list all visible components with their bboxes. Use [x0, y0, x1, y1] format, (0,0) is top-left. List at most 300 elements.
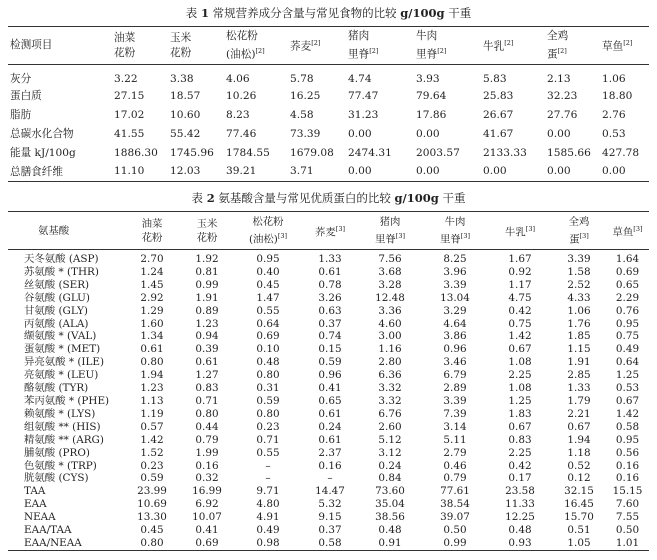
data-cell: 0.93 — [508, 536, 532, 549]
reference-mark: [2] — [369, 46, 379, 55]
data-cell: 1.08 — [508, 356, 532, 369]
data-cell: 1.91 — [567, 356, 591, 369]
data-cell: 9.15 — [318, 511, 342, 524]
data-cell: 0.53 — [615, 382, 640, 395]
data-cell: 2474.31 — [348, 146, 392, 159]
data-cell: 1.24 — [140, 265, 164, 278]
header-label-line2: 里脊 — [440, 233, 461, 246]
reference-mark: [3] — [633, 224, 643, 233]
data-cell: 3.28 — [378, 278, 402, 291]
data-cell: 1.23 — [140, 382, 164, 395]
data-cell: 0.61 — [318, 265, 342, 278]
data-cell: 2.80 — [378, 356, 402, 369]
table2-row — [8, 524, 649, 537]
table1-row — [8, 105, 649, 124]
table1-header-cell — [547, 27, 602, 65]
row-label: TAA — [24, 485, 46, 498]
data-cell: 41.55 — [114, 127, 145, 140]
data-cell: 12.25 — [505, 511, 535, 524]
data-cell: 5.83 — [483, 72, 507, 85]
table2-row — [8, 434, 649, 447]
table2-row — [8, 408, 649, 421]
data-cell: – — [327, 472, 333, 485]
table2-row — [8, 498, 649, 511]
data-cell: 3.96 — [443, 265, 467, 278]
data-cell: 0.50 — [615, 524, 640, 537]
table1-header-cell — [114, 27, 170, 65]
row-label: 甘氨酸 (GLY) — [24, 304, 88, 317]
data-cell: 0.46 — [443, 459, 467, 472]
data-cell: 0.00 — [416, 165, 440, 178]
reference-mark: [3] — [525, 224, 535, 233]
table1-row — [8, 86, 649, 105]
data-cell: 0.32 — [195, 472, 219, 485]
header-label-line2: 花粉 — [170, 46, 192, 59]
header-label: 牛乳 — [483, 40, 505, 53]
table2-row — [8, 447, 649, 460]
data-cell: 0.00 — [547, 127, 571, 140]
data-cell: 0.10 — [256, 343, 280, 356]
data-cell: 1.83 — [508, 407, 532, 420]
data-cell: 18.57 — [170, 89, 201, 102]
data-cell: 0.67 — [508, 420, 532, 433]
data-cell: 1.17 — [508, 278, 532, 291]
row-label: EAA/NEAA — [24, 536, 82, 549]
data-cell: 1.08 — [508, 382, 532, 395]
data-cell: – — [265, 459, 271, 472]
data-cell: 2.92 — [140, 291, 164, 304]
data-cell: 5.12 — [378, 433, 402, 446]
row-label: 脂肪 — [10, 109, 32, 121]
data-cell: 1.76 — [567, 317, 591, 330]
table2-row — [8, 266, 649, 279]
data-cell: 4.91 — [256, 511, 280, 524]
table2-row — [8, 343, 649, 356]
data-cell: 10.26 — [226, 89, 257, 102]
data-cell: 32.15 — [564, 485, 594, 498]
data-cell: 0.94 — [195, 330, 219, 343]
data-cell: 1.29 — [140, 304, 164, 317]
data-cell: 1.42 — [508, 330, 532, 343]
header-label: 玉米 — [196, 217, 218, 230]
table2-row — [8, 460, 649, 473]
data-cell: 0.61 — [140, 343, 164, 356]
data-cell: 31.23 — [348, 108, 379, 121]
data-cell: 3.86 — [443, 330, 467, 343]
data-cell: 1.91 — [195, 291, 219, 304]
table1-header-cell — [416, 27, 483, 65]
row-label: 组氨酸 ** (HIS) — [24, 420, 101, 433]
data-cell: 26.67 — [483, 108, 514, 121]
data-cell: 0.00 — [547, 165, 571, 178]
header-label: 油菜 — [141, 217, 163, 230]
data-cell: 0.42 — [508, 304, 532, 317]
data-cell: 1.64 — [615, 253, 640, 265]
data-cell: 0.99 — [443, 536, 467, 549]
data-cell: 1.05 — [567, 536, 591, 549]
data-cell: 0.16 — [318, 459, 342, 472]
data-cell: 0.71 — [195, 394, 219, 407]
row-label: 灰分 — [10, 73, 32, 85]
row-label: 异亮氨酸 * (ILE) — [24, 356, 105, 369]
data-cell: 3.39 — [443, 394, 467, 407]
data-cell: 77.46 — [226, 127, 257, 140]
data-cell: 3.22 — [114, 72, 138, 85]
data-cell: 1784.55 — [226, 146, 270, 159]
row-label: EAA/TAA — [24, 524, 72, 537]
row-label: 酪氨酸 (TYR) — [24, 382, 89, 395]
header-label: 猪肉 — [379, 215, 401, 228]
data-cell: 15.15 — [612, 485, 643, 498]
table1-header-row — [8, 27, 649, 65]
reference-mark: [3] — [277, 231, 288, 240]
reference-mark: [3] — [335, 224, 345, 233]
reference-mark: [2] — [311, 39, 321, 48]
table1-header-cell — [226, 27, 290, 65]
data-cell: 2133.33 — [483, 146, 527, 159]
row-label: 丝氨酸 (SER) — [24, 278, 90, 291]
data-cell: 1.85 — [567, 330, 591, 343]
data-cell: 23.99 — [137, 485, 167, 498]
data-cell: 3.38 — [170, 72, 194, 85]
data-cell: 0.80 — [256, 407, 280, 420]
data-cell: 7.55 — [615, 511, 640, 524]
data-cell: 1585.66 — [547, 146, 591, 159]
data-cell: 16.99 — [192, 485, 222, 498]
data-cell: 0.52 — [567, 459, 591, 472]
data-cell: 0.63 — [318, 304, 342, 317]
data-cell: 4.80 — [256, 498, 280, 511]
data-cell: 2.25 — [508, 369, 532, 382]
data-cell: 1.18 — [567, 446, 591, 459]
data-cell: 4.64 — [443, 317, 467, 330]
data-cell: 0.83 — [195, 382, 219, 395]
data-cell: 1.60 — [140, 317, 164, 330]
data-cell: 1886.30 — [114, 146, 158, 159]
data-cell: 0.17 — [508, 472, 532, 485]
data-cell: 1.13 — [140, 394, 164, 407]
row-label: 赖氨酸 * (LYS) — [24, 407, 96, 420]
data-cell: 0.65 — [615, 278, 640, 291]
data-cell: 1.19 — [140, 407, 164, 420]
data-cell: 41.67 — [483, 127, 514, 140]
data-cell: 0.48 — [256, 356, 280, 369]
data-cell: 1.25 — [615, 369, 640, 382]
data-cell: 38.56 — [375, 511, 405, 524]
data-cell: 0.78 — [318, 278, 342, 291]
data-cell: 0.59 — [256, 394, 280, 407]
data-cell: 0.69 — [256, 330, 280, 343]
row-label: NEAA — [24, 511, 56, 524]
data-cell: 0.00 — [483, 165, 507, 178]
data-cell: 1.58 — [567, 265, 591, 278]
header-label: 检测项目 — [10, 39, 53, 51]
data-cell: 0.83 — [508, 433, 532, 446]
data-cell: 27.15 — [114, 89, 145, 102]
data-cell: 0.80 — [140, 356, 164, 369]
header-label: 全鸡 — [568, 215, 590, 228]
data-cell: 2.76 — [602, 108, 626, 121]
data-cell: 0.64 — [615, 356, 640, 369]
data-cell: 427.78 — [602, 146, 640, 159]
row-label: 色氨酸 * (TRP) — [24, 459, 97, 472]
table2-row — [8, 305, 649, 318]
data-cell: 0.45 — [256, 278, 280, 291]
data-cell: 0.24 — [318, 420, 342, 433]
data-cell: 0.91 — [378, 536, 402, 549]
data-cell: 0.00 — [416, 127, 440, 140]
data-cell: 0.92 — [508, 265, 532, 278]
data-cell: 0.15 — [318, 343, 342, 356]
data-cell: 14.47 — [315, 485, 345, 498]
data-cell: 17.02 — [114, 108, 145, 121]
data-cell: 0.61 — [318, 433, 342, 446]
data-cell: 0.57 — [140, 420, 164, 433]
data-cell: 1.47 — [256, 291, 280, 304]
data-cell: 0.75 — [508, 317, 532, 330]
data-cell: 0.00 — [348, 127, 372, 140]
data-cell: 0.71 — [256, 433, 280, 446]
row-label: 苏氨酸 * (THR) — [24, 265, 99, 278]
data-cell: 0.16 — [195, 459, 219, 472]
data-cell: 0.12 — [567, 472, 591, 485]
data-cell: 0.55 — [256, 446, 280, 459]
data-cell: 0.61 — [195, 356, 219, 369]
data-cell: 7.39 — [443, 407, 467, 420]
data-cell: 7.60 — [615, 498, 640, 511]
data-cell: 1.94 — [140, 369, 164, 382]
data-cell: 1.27 — [195, 369, 219, 382]
data-cell: 3.39 — [567, 253, 591, 265]
header-label: 牛肉 — [444, 215, 466, 228]
data-cell: 0.23 — [140, 459, 164, 472]
data-cell: 3.26 — [318, 291, 342, 304]
table2-header-cell — [180, 212, 234, 250]
table1-row — [8, 162, 649, 181]
data-cell: 1.33 — [318, 253, 342, 265]
data-cell: 3.32 — [378, 382, 402, 395]
data-cell: 0.67 — [567, 420, 591, 433]
data-cell: 0.65 — [318, 394, 342, 407]
data-cell: 1679.08 — [290, 146, 334, 159]
header-label-line2: (油松) — [248, 233, 278, 246]
data-cell: 13.04 — [440, 291, 470, 304]
header-label: 草鱼 — [612, 226, 634, 239]
table2-caption: 表 2 氨基酸含量与常见优质蛋白的比较 g/100g 干重 — [191, 191, 466, 205]
table2-header-cell — [8, 212, 124, 250]
data-cell: 0.67 — [615, 394, 640, 407]
row-label: 蛋氨酸 * (MET) — [24, 343, 101, 356]
data-cell: 55.42 — [170, 127, 201, 140]
data-cell: 1.23 — [195, 317, 219, 330]
data-cell: 0.67 — [508, 343, 532, 356]
header-label-line2: 里脊 — [348, 48, 370, 61]
header-label: 氨基酸 — [38, 224, 70, 237]
data-cell: 5.78 — [290, 72, 314, 85]
data-cell: 23.58 — [505, 485, 535, 498]
data-cell: 0.16 — [615, 459, 640, 472]
table2-row — [8, 279, 649, 292]
table2-row — [8, 421, 649, 434]
header-label: 松花粉 — [252, 215, 284, 228]
data-cell: 1.15 — [567, 343, 591, 356]
data-cell: 4.58 — [290, 108, 314, 121]
data-cell: 0.75 — [615, 330, 640, 343]
data-cell: 0.74 — [318, 330, 342, 343]
row-label: 蛋白质 — [10, 90, 42, 102]
data-cell: 0.00 — [602, 165, 626, 178]
header-label: 猪肉 — [348, 29, 370, 42]
data-cell: 3.14 — [443, 420, 467, 433]
data-cell: 1.94 — [567, 433, 591, 446]
table1-row — [8, 124, 649, 143]
data-cell: 17.86 — [416, 108, 447, 121]
table2-header-cell — [358, 212, 422, 250]
data-cell: 39.07 — [440, 511, 470, 524]
data-cell: 1.33 — [567, 382, 591, 395]
data-cell: 73.60 — [375, 485, 405, 498]
table2-header-cell — [234, 212, 302, 250]
data-cell: 73.39 — [290, 127, 321, 140]
table1-row — [8, 143, 649, 162]
row-label: 脯氨酸 (PRO) — [24, 446, 90, 459]
header-label-line2: 里脊 — [416, 48, 438, 61]
data-cell: 11.33 — [505, 498, 535, 511]
data-cell: 1.79 — [567, 394, 591, 407]
data-cell: 35.04 — [375, 498, 405, 511]
data-cell: 0.56 — [615, 446, 640, 459]
data-cell: 3.36 — [378, 304, 402, 317]
header-label: 荞麦 — [290, 40, 312, 53]
data-cell: 0.00 — [348, 165, 372, 178]
data-cell: 0.31 — [256, 382, 280, 395]
data-cell: 0.79 — [195, 433, 219, 446]
header-label: 全鸡 — [547, 29, 569, 42]
header-label-line2: (油松) — [226, 48, 256, 61]
data-cell: 16.25 — [290, 89, 321, 102]
data-cell: 2.25 — [508, 446, 532, 459]
data-cell: 0.37 — [318, 524, 342, 537]
row-label: 天冬氨酸 (ASP) — [24, 253, 99, 265]
header-label-line2: 蛋 — [547, 48, 558, 61]
data-cell: 3.39 — [443, 278, 467, 291]
data-cell: 2.37 — [318, 446, 342, 459]
data-cell: 0.58 — [318, 536, 342, 549]
table2-row — [8, 369, 649, 382]
data-cell: 2.52 — [567, 278, 591, 291]
data-cell: 0.59 — [318, 356, 342, 369]
table2-row — [8, 292, 649, 305]
table1-header-cell — [290, 27, 348, 65]
data-cell: 0.96 — [443, 343, 467, 356]
data-cell: 8.25 — [443, 253, 467, 265]
table2-row — [8, 511, 649, 524]
data-cell: 8.23 — [226, 108, 250, 121]
row-label: 亮氨酸 * (LEU) — [24, 369, 99, 382]
data-cell: 1.01 — [615, 536, 640, 549]
data-cell: 1.45 — [140, 278, 164, 291]
data-cell: 1.92 — [195, 253, 219, 265]
reference-mark: [2] — [504, 39, 514, 48]
data-cell: 6.92 — [195, 498, 219, 511]
header-label: 草鱼 — [602, 40, 624, 53]
data-cell: 0.95 — [615, 317, 640, 330]
header-label: 牛肉 — [416, 29, 438, 42]
data-cell: 5.11 — [443, 433, 467, 446]
row-label: 总膳食纤维 — [10, 165, 63, 178]
data-cell: 0.48 — [378, 524, 402, 537]
data-cell: 25.83 — [483, 89, 514, 102]
reference-mark: [2] — [557, 46, 567, 55]
data-cell: 0.55 — [256, 304, 280, 317]
data-cell: 0.53 — [602, 127, 626, 140]
data-cell: 12.48 — [375, 291, 405, 304]
table2-row — [8, 485, 649, 498]
data-cell: 0.48 — [508, 524, 532, 537]
table2-row — [8, 382, 649, 395]
data-cell: 1.16 — [378, 343, 402, 356]
data-cell: 2.79 — [443, 446, 467, 459]
header-label-line2: 蛋 — [569, 233, 580, 246]
data-cell: 0.41 — [195, 524, 219, 537]
data-cell: 0.84 — [378, 472, 402, 485]
data-cell: 77.47 — [348, 89, 379, 102]
table2-header-cell — [124, 212, 180, 250]
data-cell: 0.23 — [256, 420, 280, 433]
data-cell: 3.68 — [378, 265, 402, 278]
data-cell: 0.80 — [140, 536, 164, 549]
reference-mark: [3] — [460, 231, 470, 240]
data-cell: 4.75 — [508, 291, 532, 304]
data-cell: 4.60 — [378, 317, 402, 330]
data-cell: 0.50 — [443, 524, 467, 537]
data-cell: 2.89 — [443, 382, 467, 395]
data-cell: 3.29 — [443, 304, 467, 317]
data-cell: 13.30 — [137, 511, 167, 524]
table2-row — [8, 330, 649, 343]
data-cell: 3.46 — [443, 356, 467, 369]
data-cell: 1.34 — [140, 330, 164, 343]
header-label-line2: 花粉 — [114, 46, 136, 59]
data-cell: 0.49 — [615, 343, 640, 356]
data-cell: 3.00 — [378, 330, 402, 343]
data-cell: 0.49 — [256, 524, 280, 537]
data-cell: 2003.57 — [416, 146, 460, 159]
data-cell: 0.16 — [615, 472, 640, 485]
data-cell: 16.45 — [564, 498, 594, 511]
data-cell: 79.64 — [416, 89, 447, 102]
row-label: 精氨酸 ** (ARG) — [24, 433, 104, 446]
reference-mark: [2] — [437, 46, 447, 55]
data-cell: 77.61 — [440, 485, 470, 498]
data-cell: 38.54 — [440, 498, 470, 511]
row-label: 谷氨酸 (GLU) — [24, 291, 90, 304]
table1-header-cell — [8, 27, 114, 65]
data-cell: 6.36 — [378, 369, 402, 382]
table2-row — [8, 250, 649, 266]
data-cell: 6.79 — [443, 369, 467, 382]
data-cell: 0.76 — [615, 304, 640, 317]
data-cell: 1.99 — [195, 446, 219, 459]
data-cell: 0.96 — [318, 369, 342, 382]
table2-row — [8, 472, 649, 485]
header-label: 油菜 — [114, 31, 136, 44]
row-label: 苯丙氨酸 * (PHE) — [24, 394, 110, 407]
row-label: 能量 kJ/100g — [10, 147, 76, 159]
table2-header-cell — [488, 212, 552, 250]
data-cell: 39.21 — [226, 165, 257, 178]
data-cell: 32.23 — [547, 89, 578, 102]
